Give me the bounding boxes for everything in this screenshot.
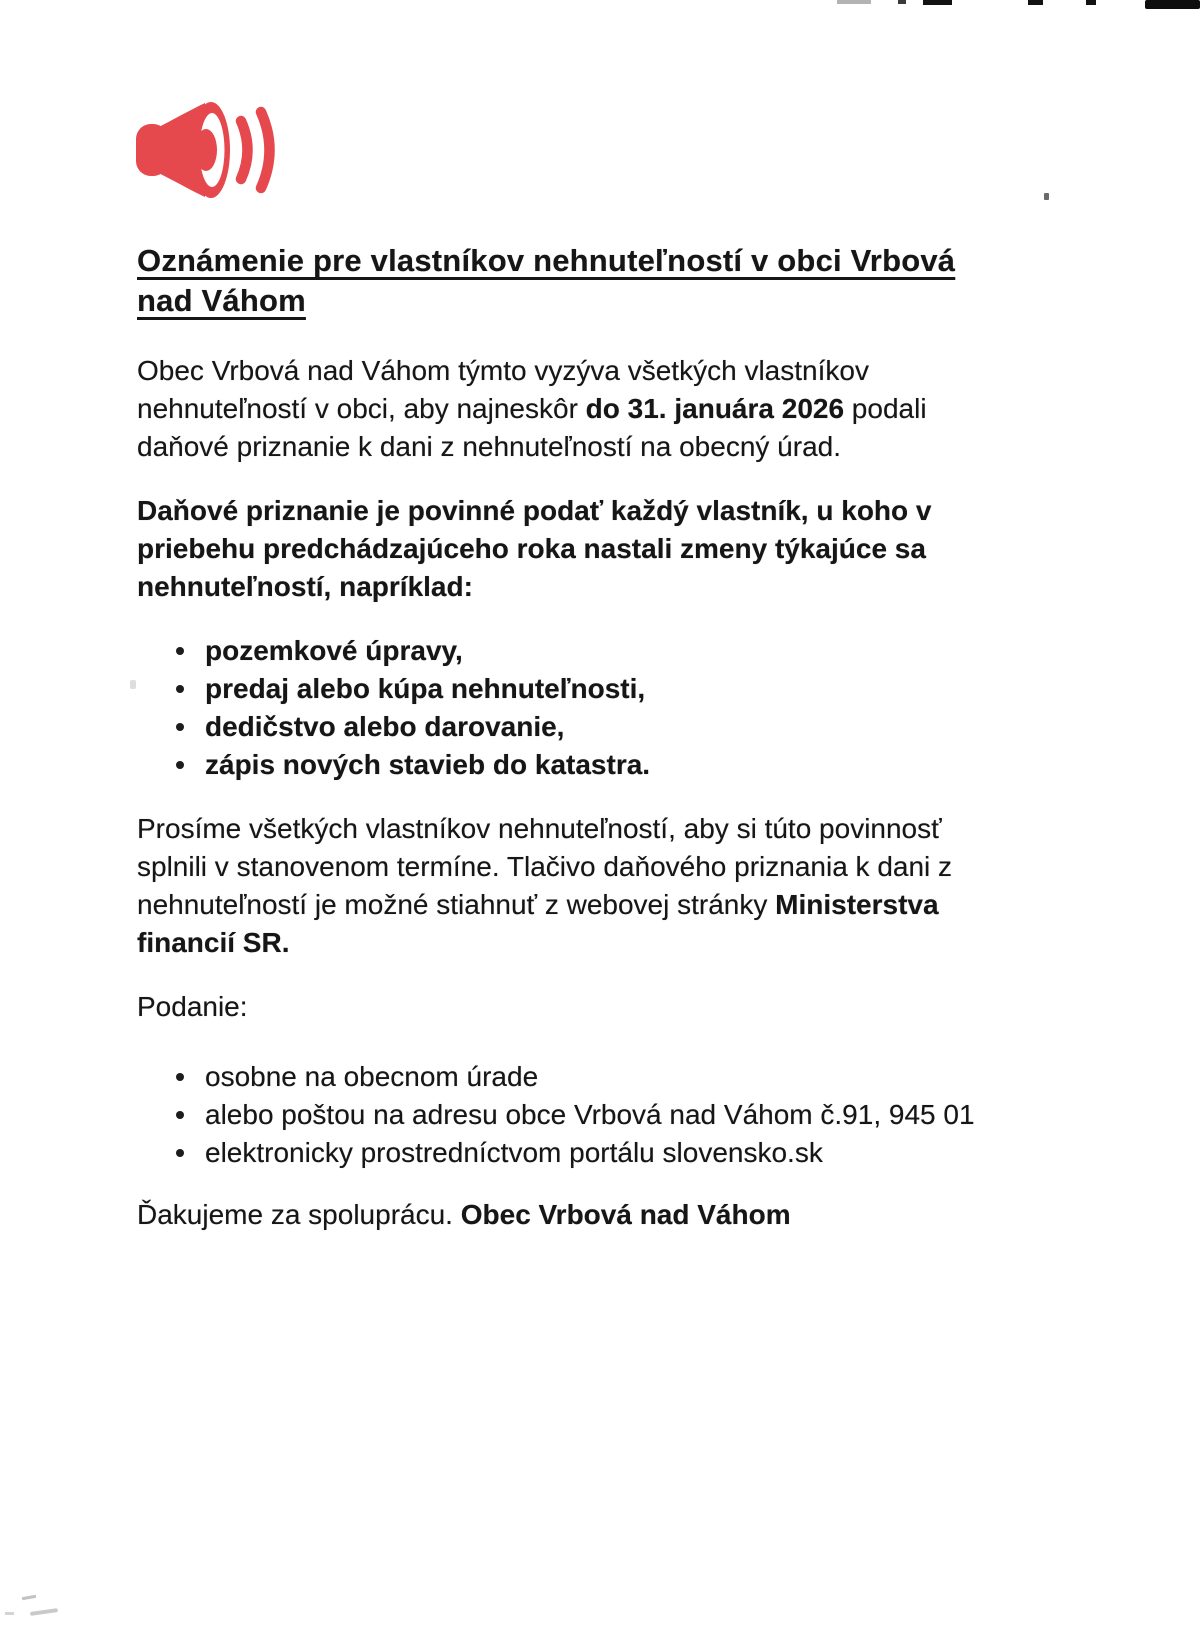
paragraph-deadline [137,352,1037,466]
page-title [137,241,1037,321]
scan-speck [130,680,136,689]
submission-label: Podanie: [137,991,248,1022]
ministry-name: Ministerstva [775,889,939,920]
paragraph-line: daňové priznanie k dani z nehnuteľností na obecný úrad. [137,431,841,462]
bullet-icon [176,1111,184,1119]
bullet-icon [176,1073,184,1081]
changes-list [137,632,1037,784]
closing-line [137,1196,1037,1234]
paragraph-obligation [137,492,1037,606]
municipality-signature: Obec Vrbová nad Váhom [460,1199,791,1230]
list-item: zápis nových stavieb do katastra. [137,746,1037,784]
scan-mark [1028,0,1043,5]
scan-mark [1145,0,1200,9]
scan-mark [837,0,871,4]
bullet-icon [176,761,184,769]
scan-speck [1044,193,1049,200]
thanks-text: Ďakujeme za spoluprácu. [137,1199,461,1230]
bullet-icon [176,685,184,693]
submission-options-list [137,1058,1037,1172]
pencil-mark [5,1612,14,1615]
scan-mark [898,0,906,4]
pencil-mark [30,1608,58,1616]
scan-mark [923,0,952,5]
paragraph-line: nehnuteľností v obci, aby najneskôr do 31. januára 2026 podali [137,393,927,424]
paragraph-line: Daňové priznanie je povinné podať každý vlastník, u koho v [137,495,932,526]
list-item: osobne na obecnom úrade [137,1058,1037,1096]
deadline-date: do 31. januára 2026 [585,393,845,424]
paragraph-line: nehnuteľností je možné stiahnuť z webovej stránky Ministerstva [137,889,939,920]
ministry-name-continued: financií SR. [137,927,290,958]
speaker-icon [135,93,285,207]
scan-mark [1086,0,1096,5]
bullet-icon [176,1149,184,1157]
paragraph-request [137,810,1037,962]
paragraph-line: priebehu predchádzajúceho roka nastali zmeny týkajúce sa [137,533,926,564]
list-item: elektronicky prostredníctvom portálu slovensko.sk [137,1134,1037,1172]
paragraph-line: Obec Vrbová nad Váhom týmto vyzýva všetkých vlastníkov [137,355,869,386]
list-item: dedičstvo alebo darovanie, [137,708,1037,746]
paragraph-line: Prosíme všetkých vlastníkov nehnuteľností, aby si túto povinnosť [137,813,942,844]
title-line-1: Oznámenie pre vlastníkov nehnuteľností v obci Vrbová [137,243,956,278]
bullet-icon [176,723,184,731]
list-item: pozemkové úpravy, [137,632,1037,670]
pencil-mark [22,1595,36,1600]
paragraph-line: nehnuteľností, napríklad: [137,571,473,602]
bullet-icon [176,647,184,655]
paragraph-line: splnili v stanovenom termíne. Tlačivo daňového priznania k dani z [137,851,953,882]
list-item: predaj alebo kúpa nehnuteľnosti, [137,670,1037,708]
title-line-2: nad Váhom [137,283,306,318]
list-item: alebo poštou na adresu obce Vrbová nad Váhom č.91, 945 01 [137,1096,1037,1134]
